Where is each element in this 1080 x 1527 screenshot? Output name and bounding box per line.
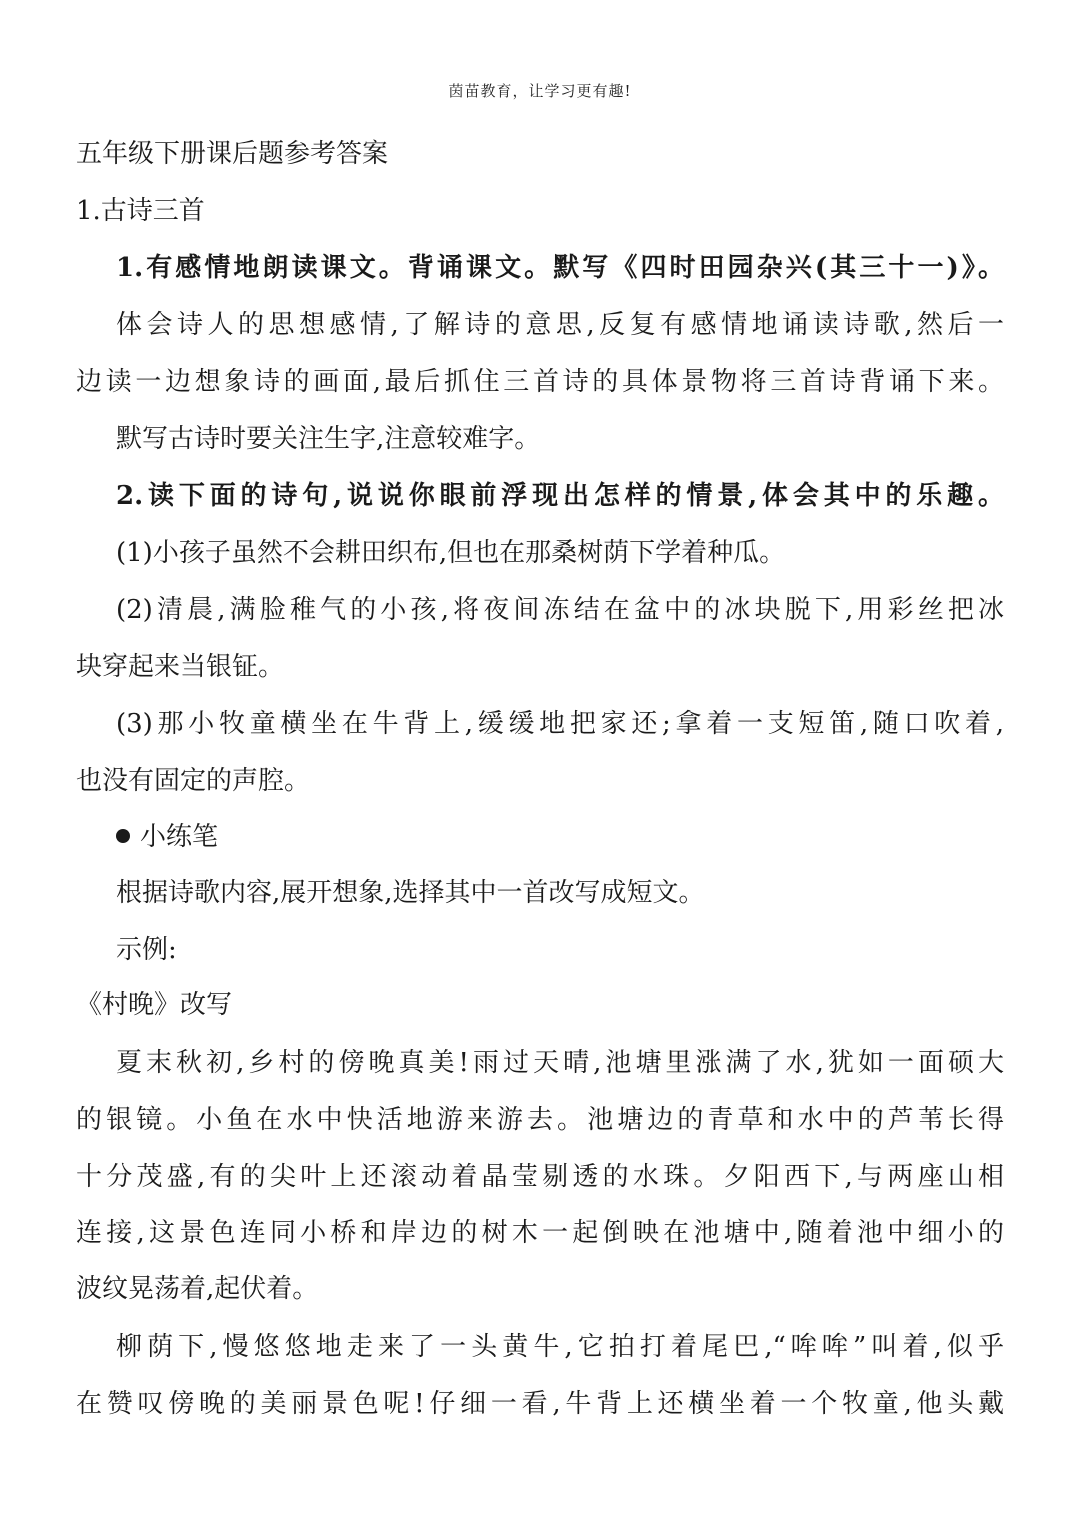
answer-1-line-3: 默写古诗时要关注生字,注意较难字。 [116, 424, 541, 454]
answer-2-item-2-line-1: (2)清晨,满脸稚气的小孩,将夜间冻结在盆中的冰块脱下,用彩丝把冰 [116, 595, 1004, 625]
question-2: 2.读下面的诗句,说说你眼前浮现出怎样的情景,体会其中的乐趣。 [116, 481, 1004, 511]
essay-para-1-line-3: 十分茂盛,有的尖叶上还滚动着晶莹剔透的水珠。夕阳西下,与两座山相 [76, 1162, 1004, 1192]
question-1: 1.有感情地朗读课文。背诵课文。默写《四时田园杂兴(其三十一)》。 [116, 253, 1004, 283]
essay-para-1-line-2: 的银镜。小鱼在水中快活地游来游去。池塘边的青草和水中的芦苇长得 [76, 1105, 1004, 1135]
bullet-icon [116, 829, 130, 843]
practice-heading-label: 小练笔 [140, 822, 219, 852]
essay-para-1-line-4: 连接,这景色连同小桥和岸边的树木一起倒映在池塘中,随着池中细小的 [76, 1218, 1004, 1248]
practice-heading [116, 817, 218, 857]
document-title: 五年级下册课后题参考答案 [76, 139, 389, 169]
essay-para-1-line-1: 夏末秋初,乡村的傍晚真美!雨过天晴,池塘里涨满了水,犹如一面硕大 [116, 1048, 1004, 1078]
essay-para-1-line-5: 波纹晃荡着,起伏着。 [76, 1274, 319, 1304]
section-heading: 1.古诗三首 [76, 196, 205, 226]
header-tagline: 茵苗教育，让学习更有趣! [448, 82, 632, 100]
answer-1-line-1: 体会诗人的思想感情,了解诗的意思,反复有感情地诵读诗歌,然后一 [116, 310, 1004, 340]
essay-title: 《村晚》改写 [76, 990, 233, 1020]
answer-2-item-1: (1)小孩子虽然不会耕田织布,但也在那桑树荫下学着种瓜。 [116, 538, 786, 568]
answer-2-item-3-line-2: 也没有固定的声腔。 [76, 766, 311, 796]
answer-2-item-2-line-2: 块穿起来当银钲。 [76, 652, 285, 682]
answer-2-item-3-line-1: (3)那小牧童横坐在牛背上,缓缓地把家还;拿着一支短笛,随口吹着, [116, 709, 1004, 739]
practice-instruction: 根据诗歌内容,展开想象,选择其中一首改写成短文。 [116, 878, 705, 908]
example-label: 示例: [116, 935, 177, 965]
essay-para-2-line-2: 在赞叹傍晚的美丽景色呢!仔细一看,牛背上还横坐着一个牧童,他头戴 [76, 1389, 1004, 1419]
essay-para-2-line-1: 柳荫下,慢悠悠地走来了一头黄牛,它拍打着尾巴,“哞哞”叫着,似乎 [116, 1332, 1004, 1362]
answer-1-line-2: 边读一边想象诗的画面,最后抓住三首诗的具体景物将三首诗背诵下来。 [76, 367, 1004, 397]
